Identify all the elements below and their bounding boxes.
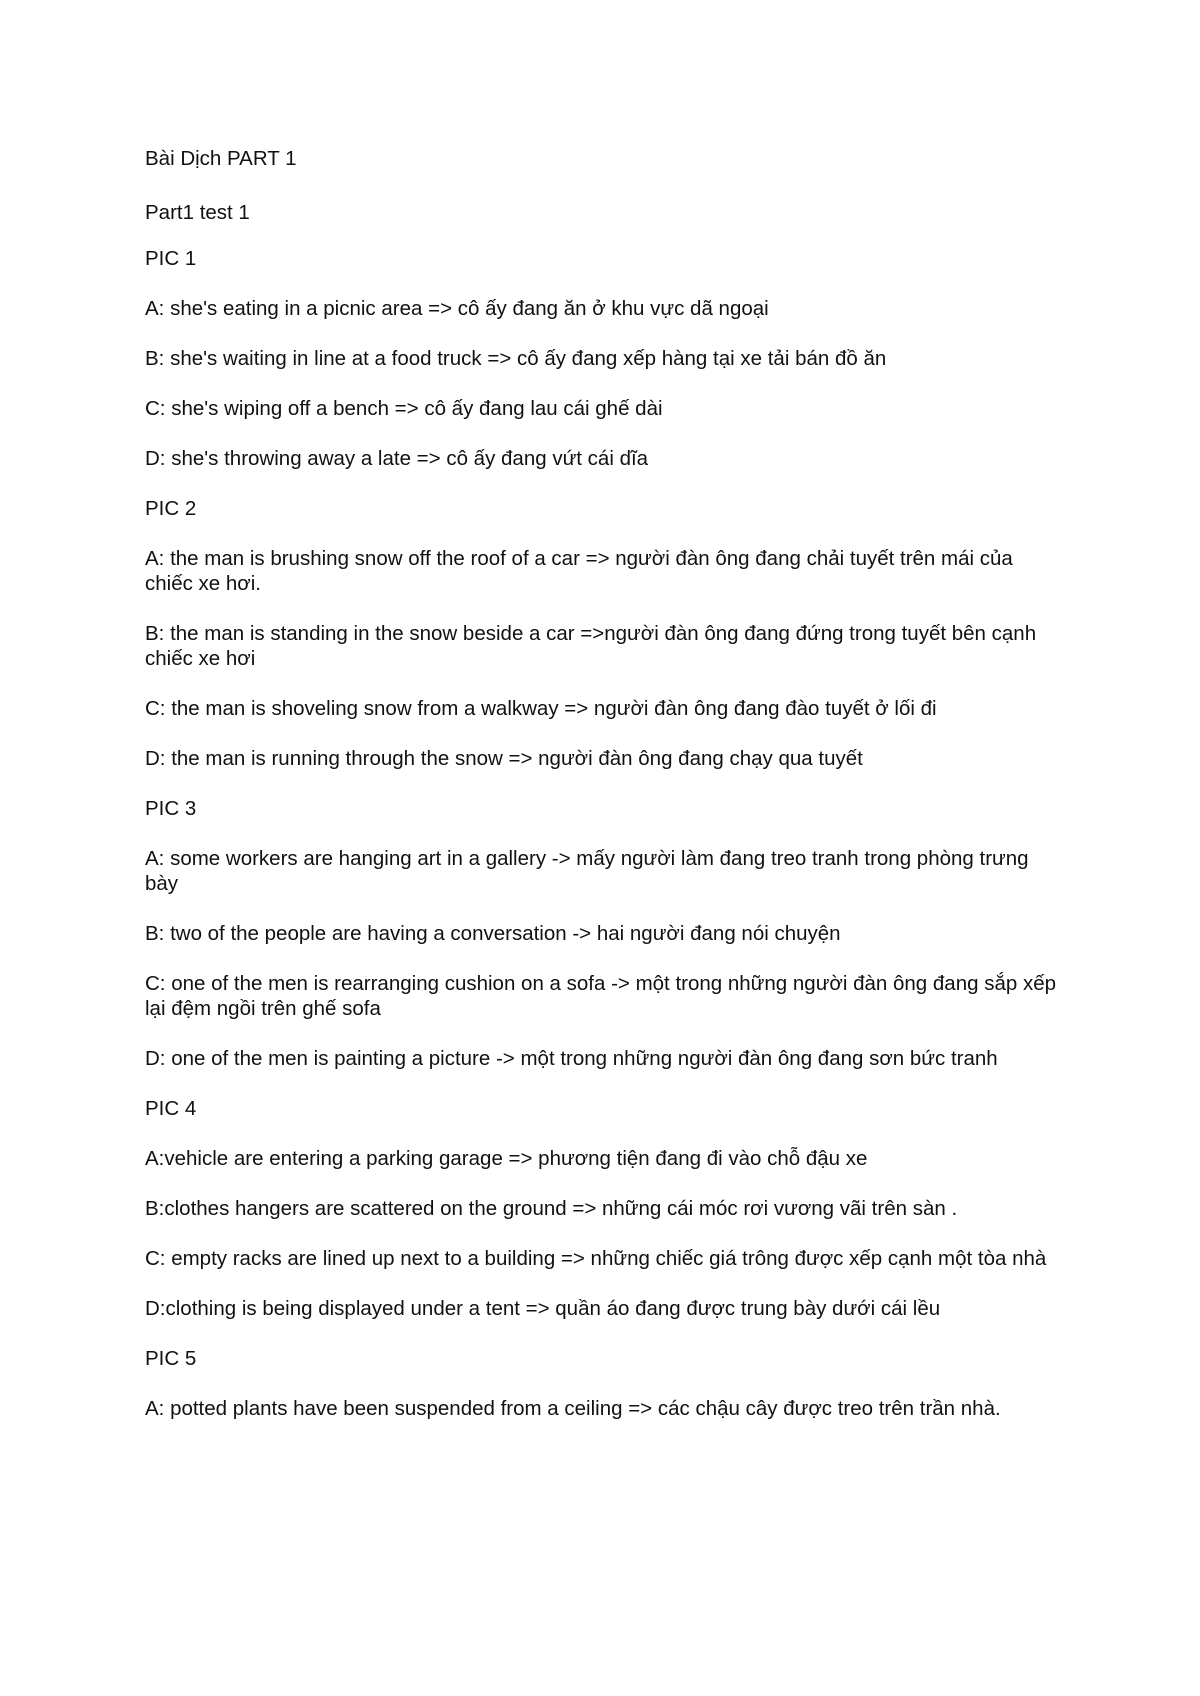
pic-1-option-b: B: she's waiting in line at a food truck => cô ấy đang xếp hàng tại xe tải bán đồ ăn [145, 347, 887, 370]
pic-3-option-a: A: some workers are hanging art in a gallery -> mấy người làm đang treo tranh trong phòng trưng bày [145, 847, 1029, 895]
pic-2-option-c: C: the man is shoveling snow from a walkway => người đàn ông đang đào tuyết ở lối đi [145, 697, 937, 720]
pic-5-option-a: A: potted plants have been suspended from a ceiling => các chậu cây được treo trên trần nhà. [145, 1397, 1001, 1420]
section-heading-pic-1: PIC 1 [145, 247, 197, 270]
document-body [145, 146, 1065, 1446]
pic-2-option-b: B: the man is standing in the snow beside a car =>người đàn ông đang đứng trong tuyết bên cạnh chiếc xe hơi [145, 622, 1037, 670]
pic-4-option-a: A:vehicle are entering a parking garage => phương tiện đang đi vào chỗ đậu xe [145, 1147, 868, 1170]
section-heading-pic-3: PIC 3 [145, 797, 197, 820]
pic-3-option-b: B: two of the people are having a conversation -> hai người đang nói chuyện [145, 922, 841, 945]
pic-1-option-a: A: she's eating in a picnic area => cô ấy đang ăn ở khu vực dã ngoại [145, 297, 769, 320]
section-heading-pic-5: PIC 5 [145, 1347, 197, 1370]
pic-4-option-b: B:clothes hangers are scattered on the ground => những cái móc rơi vương vãi trên sàn . [145, 1197, 958, 1220]
pic-4-option-c: C: empty racks are lined up next to a building => những chiếc giá trông được xếp cạnh một tòa nhà [145, 1247, 1047, 1270]
pic-3-option-c: C: one of the men is rearranging cushion on a sofa -> một trong những người đàn ông đang sắp xếp lại đệm ngồi trên ghế sofa [145, 972, 1057, 1020]
pic-2-option-a: A: the man is brushing snow off the roof of a car => người đàn ông đang chải tuyết trên mái của chiếc xe hơi. [145, 547, 1013, 595]
pic-3-option-d: D: one of the men is painting a picture -> một trong những người đàn ông đang sơn bức tranh [145, 1047, 998, 1070]
section-heading-pic-4: PIC 4 [145, 1097, 197, 1120]
pic-1-option-d: D: she's throwing away a late => cô ấy đang vứt cái dĩa [145, 447, 649, 470]
section-heading-pic-2: PIC 2 [145, 497, 197, 520]
document-subtitle: Part1 test 1 [145, 201, 250, 224]
pic-2-option-d: D: the man is running through the snow => người đàn ông đang chạy qua tuyết [145, 747, 863, 770]
pic-4-option-d: D:clothing is being displayed under a tent => quần áo đang được trung bày dưới cái lều [145, 1297, 941, 1320]
document-title: Bài Dịch PART 1 [145, 147, 297, 170]
pic-1-option-c: C: she's wiping off a bench => cô ấy đang lau cái ghế dài [145, 397, 663, 420]
